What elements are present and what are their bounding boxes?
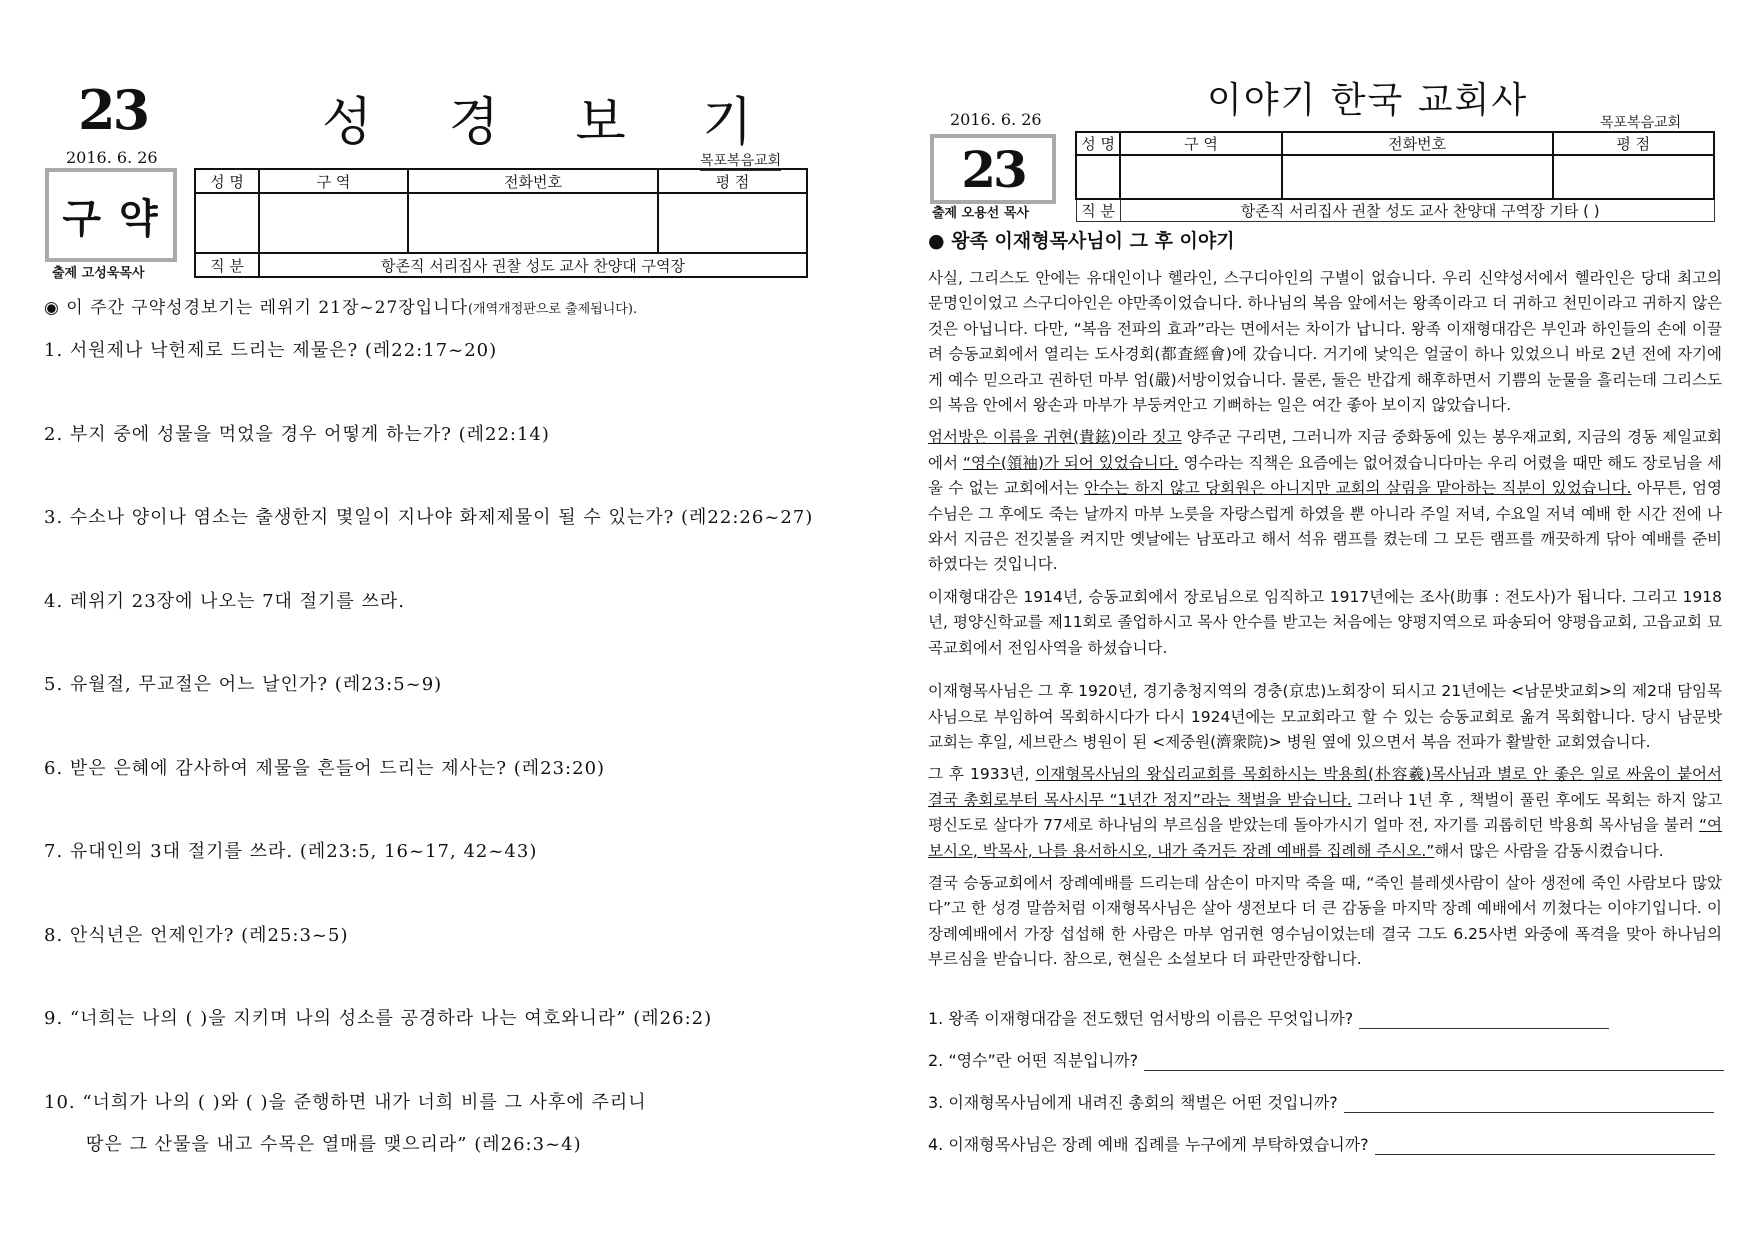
left-issue-number: 23 xyxy=(78,78,148,142)
right-author: 출제 오용선 목사 xyxy=(932,206,1029,221)
left-author: 출제 고성욱목사 xyxy=(52,266,145,281)
header-district: 구 역 xyxy=(259,169,408,193)
right-page-title: 이야기 한국 교회사 xyxy=(1207,80,1529,121)
paragraph-6: 결국 승동교회에서 장례예배를 드리는데 삼손이 마지막 죽을 때, “죽인 블레셋사람이 살아 생전에 죽인 사람보다 많았다”고 한 성경 말씀처럼 이재형목사님은 살아 생전보다 더 큰 감동을 마지막 장례 예배에서 끼쳤다는 이야기입니다. 이 장례예배에서 가장 섭섭해 한 사람은 마부 엄귀현 영수님이었는데 결국 그도 6.25사변 와중에 폭격을 맞아 하나님의 부르심을 받습니다. 참으로, 현실은 소설보다 더 파란만장합니다. xyxy=(928,873,1722,969)
question-8: 8. 안식년은 언제인가? (레25:3~5) xyxy=(44,925,349,946)
left-date: 2016. 6. 26 xyxy=(66,148,158,167)
header-score: 평 점 xyxy=(658,169,807,193)
header-district: 구 역 xyxy=(1120,132,1281,155)
badge-label: 구 약 xyxy=(62,195,160,242)
answer-line-2[interactable] xyxy=(1144,1054,1724,1071)
old-testament-badge xyxy=(45,168,177,262)
right-info-table xyxy=(1075,131,1715,222)
left-page-title: 성 경 보 기 xyxy=(322,93,783,153)
story-question-2: 2. “영수”란 어떤 직분입니까? xyxy=(928,1048,1724,1071)
question-9: 9. “너희는 나의 ( )을 지키며 나의 성소를 공경하라 나는 여호와니라” (레26:2) xyxy=(44,1008,713,1029)
right-issue-badge xyxy=(930,134,1056,204)
question-5: 5. 유월절, 무교절은 어느 날인가? (레23:5~9) xyxy=(44,674,443,695)
phone-field[interactable] xyxy=(408,193,658,253)
score-field[interactable] xyxy=(1553,155,1715,199)
header-name: 성 명 xyxy=(1076,132,1120,155)
intro-note: (개역개정판으로 출제됩니다). xyxy=(467,302,638,317)
role-label: 직 분 xyxy=(195,253,259,277)
question-10-continued: 땅은 그 산물을 내고 수목은 열매를 맺으리라” (레26:3~4) xyxy=(86,1134,582,1155)
answer-line-1[interactable] xyxy=(1359,1012,1609,1029)
phone-field[interactable] xyxy=(1282,155,1553,199)
left-info-table xyxy=(194,168,808,278)
paragraph-5: 그 후 1933년, 이재형목사님의 왕십리교회를 목회하시는 박용희(朴容羲)목사님과 별로 안 좋은 일로 싸움이 붙어서 결국 총회로부터 목사시무 “1년간 정지”라는 책벌을 받습니다. 그러나 1년 후 , 책벌이 풀린 후에도 목회는 하지 않고 평신도로 살다가 77세로 하나님의 부르심을 받았는데 돌아가시기 얼마 전, 자기를 괴롭히던 박용희 목사님을 불러 “여보시오, 박목사, 나를 용서하시오, 내가 죽거든 장례 예배를 집례해 주시오.”해서 많은 사람을 감동시켰습니다. xyxy=(928,765,1722,860)
name-field[interactable] xyxy=(195,193,259,253)
story-body xyxy=(928,266,1722,980)
story-question-1: 1. 왕족 이재형대감을 전도했던 엄서방의 이름은 무엇입니까? xyxy=(928,1006,1609,1029)
header-name: 성 명 xyxy=(195,169,259,193)
question-1: 1. 서원제나 낙헌제로 드리는 제물은? (레22:17~20) xyxy=(44,340,498,361)
question-4: 4. 레위기 23장에 나오는 7대 절기를 쓰라. xyxy=(44,591,406,612)
question-6: 6. 받은 은혜에 감사하여 제물을 흔들어 드리는 제사는? (레23:20) xyxy=(44,758,606,779)
role-options[interactable]: 항존직 서리집사 권찰 성도 교사 찬양대 구역장 xyxy=(259,253,807,277)
district-field[interactable] xyxy=(259,193,408,253)
story-heading: ● 왕족 이재형목사님이 그 후 이야기 xyxy=(928,230,1235,252)
paragraph-2: 엄서방은 이름을 귀현(貴鉉)이라 짓고 양주군 구리면, 그러니까 지금 중화동에 있는 봉우재교회, 지금의 경동 제일교회에서 “영수(領袖)가 되어 있었습니다. 영수라는 직책은 요즘에는 없어졌습니다마는 우리 어렸을 때만 해도 장로님을 세울 수 없는 교회에서는 안수는 하지 않고 당회원은 아니지만 교회의 살림을 맡아하는 직분이 있었습니다. 아무튼, 엄영수님은 그 후에도 죽는 날까지 마부 노릇을 자랑스럽게 하였을 뿐 아니라 주일 저녁, 수요일 저녁 예배 한 시간 전에 나와서 지금은 전깃불을 켜지만 옛날에는 남포라고 해서 석유 램프를 켰는데 그 모든 램프를 깨끗하게 닦아 예배를 준비하였다는 것입니다. xyxy=(928,428,1723,574)
answer-line-4[interactable] xyxy=(1375,1138,1715,1155)
right-church-name: 목포복음교회 xyxy=(1600,112,1681,133)
header-phone: 전화번호 xyxy=(408,169,658,193)
name-field[interactable] xyxy=(1076,155,1120,199)
weekly-intro xyxy=(44,293,637,318)
intro-text: ◉ 이 주간 구약성경보기는 레위기 21장~27장입니다 xyxy=(44,298,468,318)
paragraph-3: 이재형대감은 1914년, 승동교회에서 장로님으로 임직하고 1917년에는 조사(助事 : 전도사)가 됩니다. 그리고 1918년, 평양신학교를 제11회로 졸업하시고 목사 안수를 받고는 처음에는 양평지역으로 파송되어 양평읍교회, 고읍교회 묘곡교회에서 전임사역을 하셨습니다. xyxy=(928,587,1722,657)
score-field[interactable] xyxy=(658,193,807,253)
story-question-4: 4. 이재형목사님은 장례 예배 집례를 누구에게 부탁하였습니까? xyxy=(928,1132,1715,1155)
paragraph-4: 이재형목사님은 그 후 1920년, 경기충청지역의 경충(京忠)노회장이 되시고 21년에는 <남문밧교회>의 제2대 담임목사님으로 부임하여 목회하시다가 다시 1924년에는 모교회라고 할 수 있는 승동교회로 옮겨 목회합니다. 당시 남문밧교회는 후일, 세브란스 병원이 된 <제중원(濟衆院)> 병원 옆에 있으면서 복음 전파가 활발한 교회였습니다. xyxy=(928,682,1722,751)
question-3: 3. 수소나 양이나 염소는 출생한지 몇일이 지나야 화제제물이 될 수 있는가? (레22:26~27) xyxy=(44,507,814,528)
district-field[interactable] xyxy=(1120,155,1281,199)
question-10: 10. “너희가 나의 ( )와 ( )을 준행하면 내가 너희 비를 그 사후에 주리니 xyxy=(44,1092,647,1113)
question-2: 2. 부지 중에 성물을 먹었을 경우 어떻게 하는가? (레22:14) xyxy=(44,424,550,445)
header-phone: 전화번호 xyxy=(1282,132,1553,155)
story-question-3: 3. 이재형목사님에게 내려진 총회의 책벌은 어떤 것입니까? xyxy=(928,1090,1714,1113)
right-date: 2016. 6. 26 xyxy=(950,110,1042,129)
right-issue-number: 23 xyxy=(961,139,1025,199)
header-score: 평 점 xyxy=(1553,132,1715,155)
answer-line-3[interactable] xyxy=(1344,1096,1714,1113)
role-options[interactable]: 항존직 서리집사 권찰 성도 교사 찬양대 구역장 기타 ( ) xyxy=(1120,199,1714,222)
question-7: 7. 유대인의 3대 절기를 쓰라. (레23:5, 16~17, 42~43) xyxy=(44,841,538,862)
left-church-name: 목포복음교회 xyxy=(700,150,781,171)
role-label: 직 분 xyxy=(1076,199,1120,222)
paragraph-1: 사실, 그리스도 안에는 유대인이나 헬라인, 스구디아인의 구별이 없습니다. 우리 신약성서에서 헬라인은 당대 최고의 문명인이었고 스구디아인은 야만족이었습니다. 하나님의 복음 앞에서는 왕족이라고 더 귀하고 천민이라고 귀하지 않은 것은 아닙니다. 다만, “복음 전파의 효과”라는 면에서는 차이가 납니다. 왕족 이재형대감은 부인과 하인들의 손에 이끌려 승동교회에서 열리는 도사경회(都査經會)에 갔습니다. 거기에 낯익은 얼굴이 하나 있었으니 바로 2년 전에 자기에게 예수 믿으라고 권하던 마부 엄(嚴)서방이었습니다. 물론, 둘은 반갑게 해후하면서 기쁨의 눈물을 흘리는데 그리스도의 복음 안에서 왕손과 마부가 부둥켜안고 기뻐하는 일은 여간 좋아 보이지 않았습니다. xyxy=(928,269,1722,415)
